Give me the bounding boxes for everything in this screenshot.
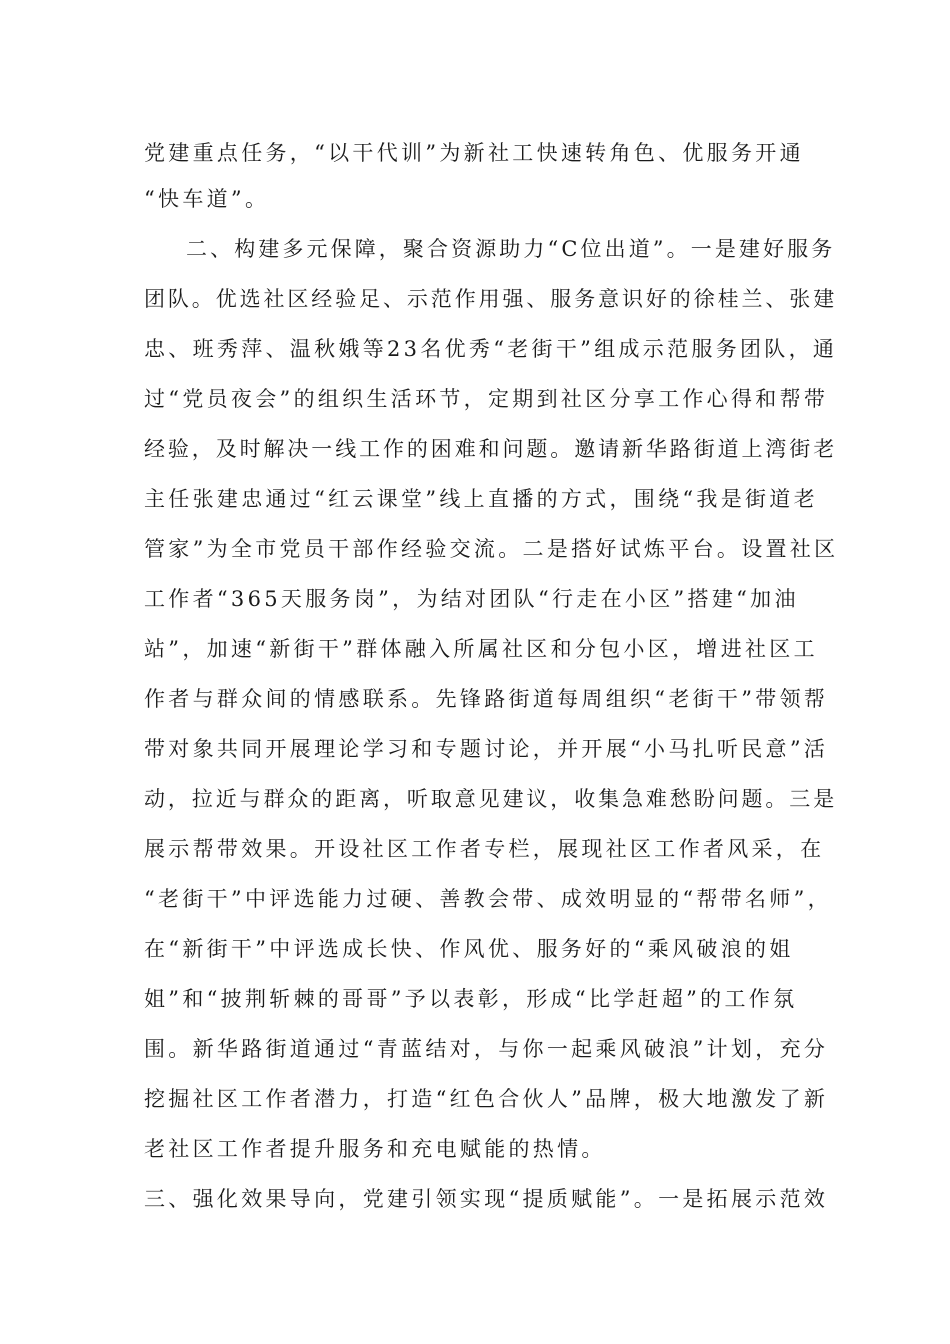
text-line: 管家”为全市党员干部作经验交流。二是搭好试炼平台。设置社区 xyxy=(144,537,839,561)
text-line: 围。新华路街道通过“青蓝结对，与你一起乘风破浪”计划，充分 xyxy=(144,1037,829,1061)
text-line: 站”，加速“新街干”群体融入所属社区和分包小区，增进社区工 xyxy=(144,637,818,661)
text-line: “快车道”。 xyxy=(144,187,270,211)
text-line: 工作者“365天服务岗”，为结对团队“行走在小区”搭建“加油 xyxy=(144,587,799,611)
text-line: 老社区工作者提升服务和充电赋能的热情。 xyxy=(144,1137,606,1161)
text-line: 主任张建忠通过“红云课堂”线上直播的方式，围绕“我是街道老 xyxy=(144,487,818,511)
text-line: 作者与群众间的情感联系。先锋路街道每周组织“老街干”带领帮 xyxy=(144,687,829,711)
text-line: 在“新街干”中评选成长快、作风优、服务好的“乘风破浪的姐 xyxy=(144,937,794,961)
text-line: 动，拉近与群众的距离，听取意见建议，收集急难愁盼问题。三是 xyxy=(144,787,838,811)
text-line: 经验，及时解决一线工作的困难和问题。邀请新华路街道上湾街老 xyxy=(144,437,838,461)
section-heading-line: 三、强化效果导向，党建引领实现“提质赋能”。一是拓展示范效 xyxy=(144,1187,829,1211)
text-line: 挖掘社区工作者潜力，打造“红色合伙人”品牌，极大地激发了新 xyxy=(144,1087,829,1111)
text-line: 党建重点任务，“以干代训”为新社工快速转角色、优服务开通 xyxy=(144,141,804,165)
text-line: 姐”和“披荆斩棘的哥哥”予以表彰，形成“比学赶超”的工作氛 xyxy=(144,987,798,1011)
text-line: 过“党员夜会”的组织生活环节，定期到社区分享工作心得和帮带 xyxy=(144,387,829,411)
text-line: 带对象共同开展理论学习和专题讨论，并开展“小马扎听民意”活 xyxy=(144,737,829,761)
text-line: “老街干”中评选能力过硬、善教会带、成效明显的“帮带名师”， xyxy=(144,887,832,911)
text-line: 团队。优选社区经验足、示范作用强、服务意识好的徐桂兰、张建 xyxy=(144,287,838,311)
text-line: 忠、班秀萍、温秋娥等23名优秀“老街干”组成示范服务团队，通 xyxy=(144,337,838,361)
section-heading-line: 二、构建多元保障，聚合资源助力“C位出道”。一是建好服务 xyxy=(186,237,836,261)
text-line: 展示帮带效果。开设社区工作者专栏，展现社区工作者风采，在 xyxy=(144,837,825,861)
